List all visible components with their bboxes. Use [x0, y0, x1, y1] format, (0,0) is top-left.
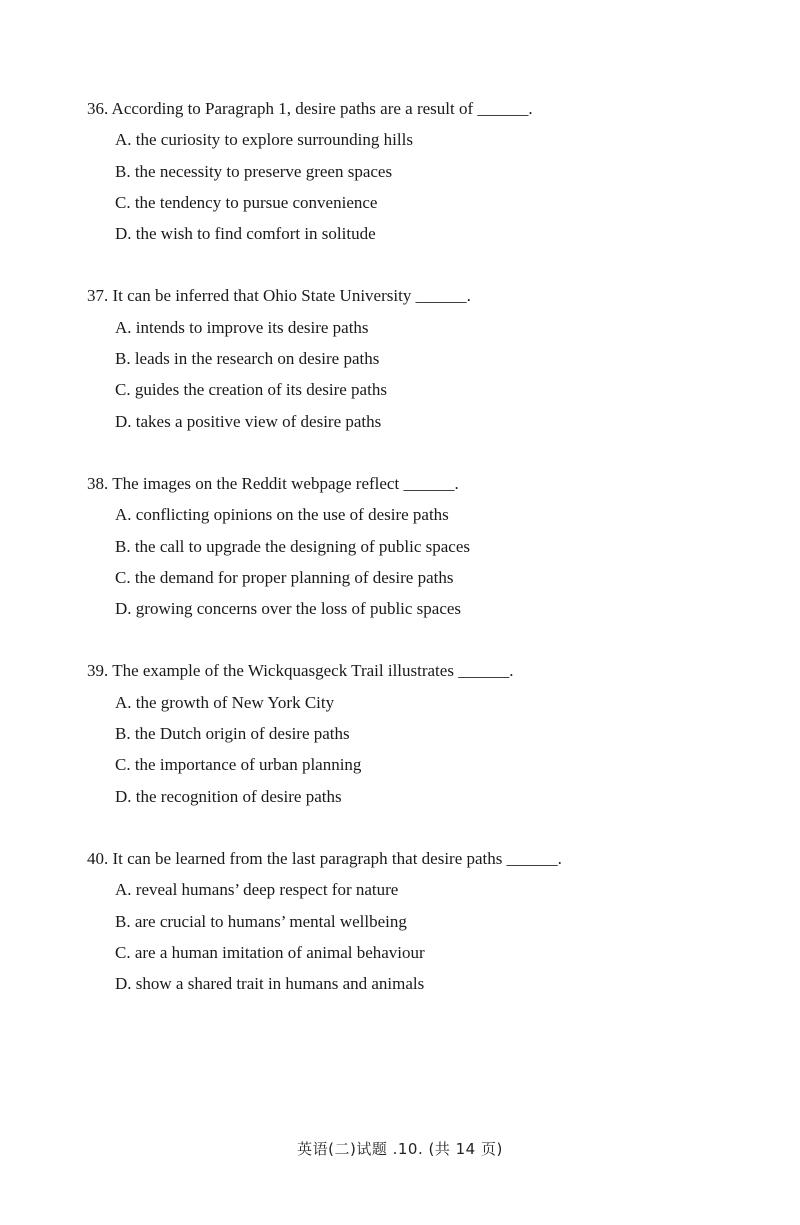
option-c: C. the tendency to pursue convenience — [115, 192, 378, 212]
option-a: A. the growth of New York City — [115, 692, 335, 712]
option-b: B. the call to upgrade the designing of public spaces — [115, 536, 471, 556]
option-d: D. growing concerns over the loss of public spaces — [115, 599, 462, 619]
option-a: A. reveal humans’ deep respect for nature — [115, 880, 399, 900]
option-list — [115, 874, 727, 999]
option-b: B. the necessity to preserve green spaces — [115, 161, 393, 181]
option-list — [115, 499, 727, 624]
question-stem: 36. According to Paragraph 1, desire paths are a result of ______. — [87, 99, 533, 118]
option-d: D. the wish to find comfort in solitude — [115, 224, 376, 244]
option-d: D. show a shared trait in humans and animals — [115, 974, 425, 994]
question-36 — [87, 93, 727, 249]
question-list — [87, 93, 727, 1030]
question-stem: 37. It can be inferred that Ohio State University ______. — [87, 286, 471, 306]
question-stem: 39. The example of the Wickquasgeck Trail illustrates ______. — [87, 661, 514, 681]
option-d: D. the recognition of desire paths — [115, 786, 342, 806]
question-38 — [87, 468, 727, 624]
question-stem: 40. It can be learned from the last paragraph that desire paths ______. — [87, 848, 562, 868]
option-b: B. the Dutch origin of desire paths — [115, 724, 350, 744]
page-footer: 英语(二)试题 .10. (共 14 页) — [297, 1140, 503, 1158]
question-39 — [87, 655, 727, 811]
option-c: C. the demand for proper planning of desire paths — [115, 567, 454, 587]
option-c: C. the importance of urban planning — [115, 755, 362, 775]
option-list — [115, 687, 727, 812]
option-list — [115, 312, 727, 437]
option-b: B. are crucial to humans’ mental wellbeing — [115, 911, 407, 931]
option-a: A. conflicting opinions on the use of desire paths — [115, 505, 449, 525]
option-c: C. guides the creation of its desire paths — [115, 380, 387, 400]
option-a: A. intends to improve its desire paths — [115, 317, 369, 337]
option-b: B. leads in the research on desire paths — [115, 349, 380, 369]
option-d: D. takes a positive view of desire paths — [115, 411, 382, 431]
option-list — [115, 124, 727, 249]
question-40 — [87, 843, 727, 999]
option-c: C. are a human imitation of animal behaviour — [115, 942, 425, 962]
question-37 — [87, 280, 727, 436]
option-a: A. the curiosity to explore surrounding hills — [115, 130, 413, 150]
question-stem: 38. The images on the Reddit webpage reflect ______. — [87, 473, 459, 493]
